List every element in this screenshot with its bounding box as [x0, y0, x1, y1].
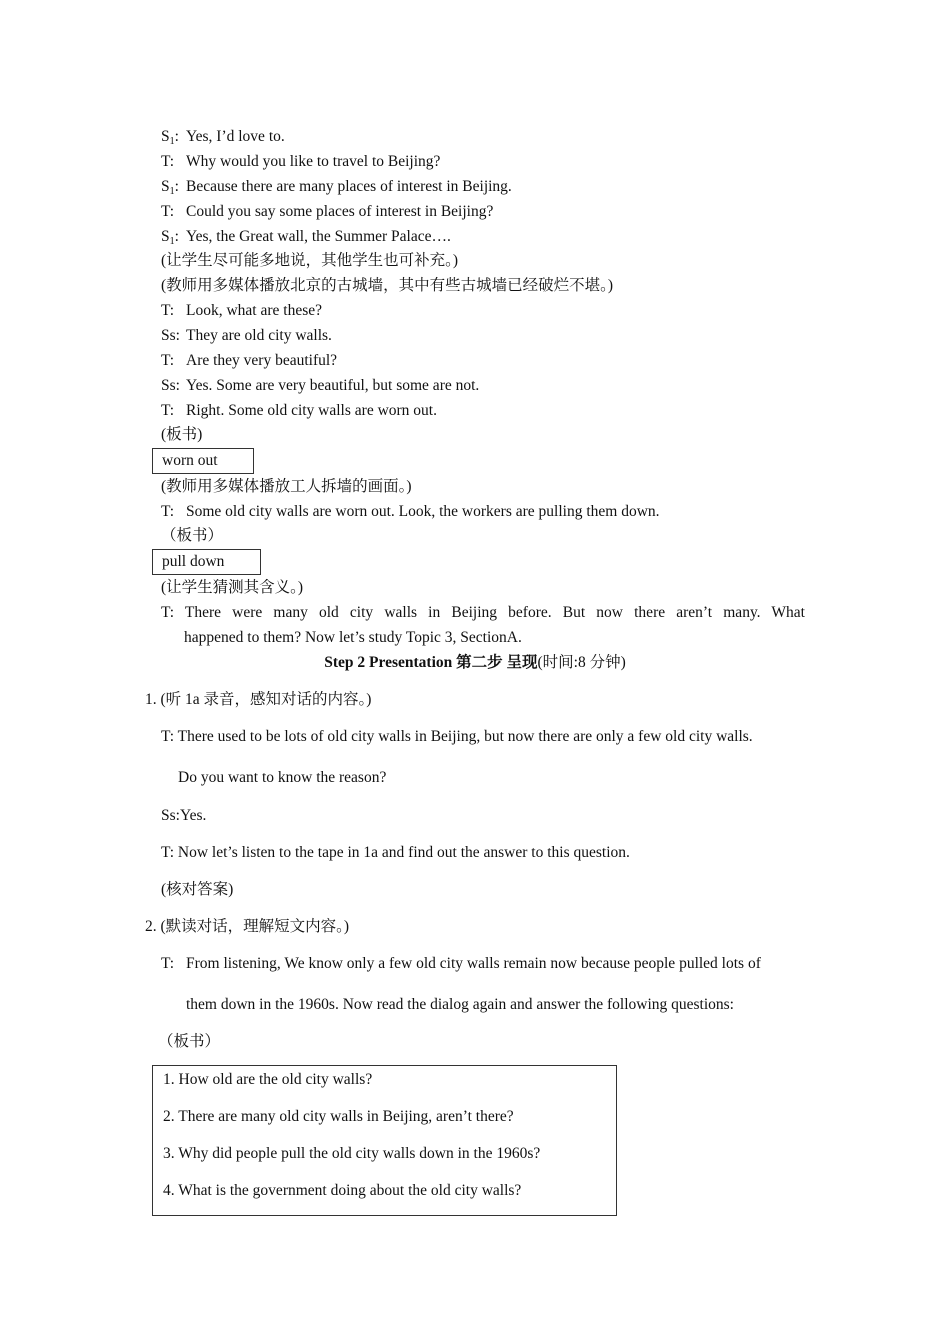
- dialog-paragraph-line: happened to them? Now let’s study Topic 3, SectionA.: [184, 629, 522, 646]
- dialog-text: Look, what are these?: [186, 302, 322, 319]
- teacher-note: (让学生尽可能多地说，其他学生也可补充。): [161, 252, 459, 269]
- dialog-text: Yes. Some are very beautiful, but some are not.: [186, 377, 480, 394]
- dialog-text: Why would you like to travel to Beijing?: [186, 153, 441, 170]
- dialog-paragraph-line: T: There were many old city walls in Beijing before. But now there aren’t many. What: [161, 604, 805, 621]
- dialog-line: [161, 152, 440, 172]
- dialog-line: [161, 301, 322, 321]
- activity-item-label: 1. (听 1a 录音，感知对话的内容。): [145, 691, 372, 708]
- teacher-note: (教师用多媒体播放北京的古城墙，其中有些古城墙已经破烂不堪。): [161, 277, 614, 294]
- dialog-line: T: There used to be lots of old city walls in Beijing, but now there are only a few old city walls.: [161, 728, 753, 745]
- speaker-label: T:: [161, 955, 175, 972]
- board-label: （板书）: [161, 527, 224, 544]
- dialog-line: [161, 401, 437, 421]
- dialog-text: From listening, We know only a few old city walls remain now because people pulled lots of: [186, 955, 761, 972]
- speaker-label: T:: [161, 153, 175, 170]
- teacher-note: (核对答案): [161, 881, 234, 898]
- step-heading: [0, 653, 950, 673]
- dialog-text: They are old city walls.: [186, 327, 332, 344]
- dialog-line: Do you want to know the reason?: [178, 769, 387, 786]
- speaker-label: T:: [161, 203, 175, 220]
- dialog-line: [161, 502, 660, 522]
- speaker-label: T:: [161, 402, 175, 419]
- questions-box: [152, 1065, 617, 1216]
- speaker-label: $S_1$:: [161, 128, 179, 147]
- dialog-line: T: Now let’s listen to the tape in 1a and find out the answer to this question.: [161, 844, 630, 861]
- board-phrase-box: pull down: [152, 549, 261, 575]
- dialog-line: [161, 177, 512, 202]
- dialog-line: them down in the 1960s. Now read the dialog again and answer the following questions:: [186, 996, 734, 1013]
- board-label: (板书): [161, 426, 203, 443]
- step-heading-bold: Step 2 Presentation 第二步 呈现: [324, 654, 538, 671]
- dialog-line: [161, 351, 337, 371]
- dialog-line: [161, 954, 761, 974]
- dialog-line: [161, 227, 451, 252]
- speaker-label: $S_1$:: [161, 178, 179, 197]
- dialog-text: Are they very beautiful?: [186, 352, 338, 369]
- dialog-text: Because there are many places of interest in Beijing.: [186, 178, 512, 195]
- dialog-line: [161, 127, 285, 152]
- dialog-text: Yes, I’d love to.: [186, 128, 285, 145]
- dialog-line: Ss:Yes.: [161, 807, 207, 824]
- activity-item-label: 2. (默读对话，理解短文内容。): [145, 918, 350, 935]
- speaker-label: T:: [161, 302, 175, 319]
- dialog-line: [161, 326, 332, 346]
- dialog-line: [161, 202, 493, 222]
- question-item: 4. What is the government doing about the old city walls?: [163, 1182, 522, 1199]
- step-heading-time: (时间:8 分钟): [537, 654, 626, 671]
- teacher-note: (教师用多媒体播放工人拆墙的画面。): [161, 478, 412, 495]
- speaker-label: T:: [161, 503, 175, 520]
- speaker-label: Ss:: [161, 327, 180, 344]
- teacher-note: (让学生猜测其含义。): [161, 579, 304, 596]
- question-item: 3. Why did people pull the old city walls down in the 1960s?: [163, 1145, 541, 1162]
- board-label: （板书）: [158, 1033, 221, 1050]
- speaker-label: Ss:: [161, 377, 180, 394]
- question-item: 2. There are many old city walls in Beijing, aren’t there?: [163, 1108, 514, 1125]
- speaker-label: T:: [161, 352, 175, 369]
- dialog-text: Some old city walls are worn out. Look, the workers are pulling them down.: [186, 503, 660, 520]
- dialog-line: [161, 376, 479, 396]
- dialog-text: Right. Some old city walls are worn out.: [186, 402, 437, 419]
- question-item: 1. How old are the old city walls?: [163, 1071, 373, 1088]
- speaker-label: $S_1$:: [161, 228, 179, 247]
- dialog-text: Yes, the Great wall, the Summer Palace….: [186, 228, 451, 245]
- board-phrase-box: worn out: [152, 448, 254, 474]
- dialog-text: Could you say some places of interest in Beijing?: [186, 203, 494, 220]
